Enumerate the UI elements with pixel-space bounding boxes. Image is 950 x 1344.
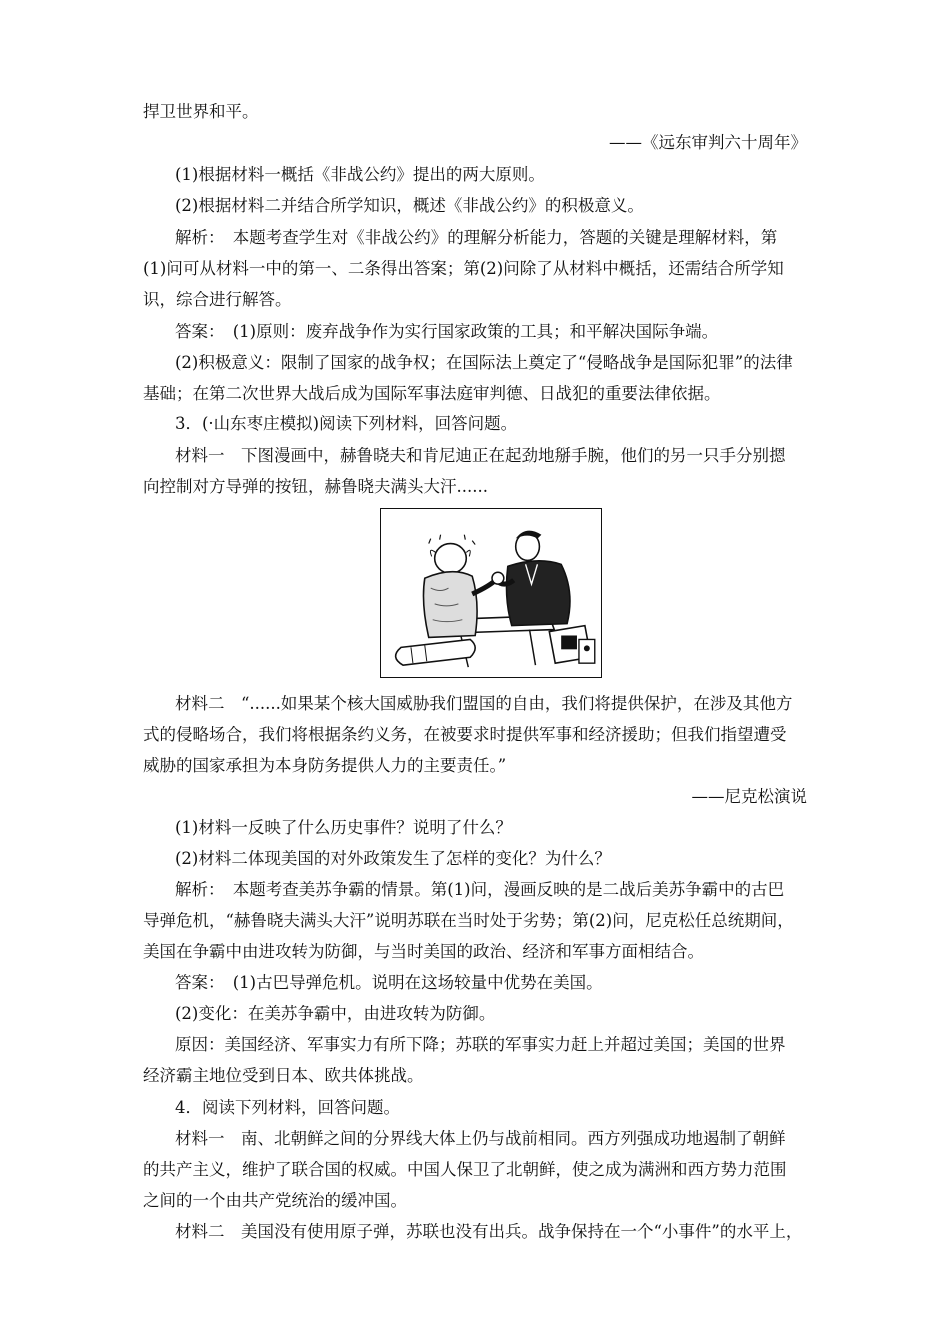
text-line: 美国在争霸中由进攻转为防御，与当时美国的政治、经济和军事方面相结合。 — [143, 942, 704, 961]
text-line: 式的侵略场合，我们将根据条约义务，在被要求时提供军事和经济援助；但我们指望遭受 — [143, 725, 787, 744]
answer: 答案： (1)古巴导弹危机。说明在这场较量中优势在美国。 — [175, 973, 603, 992]
source-attribution: ——尼克松演说 — [691, 787, 807, 806]
material-one: 材料一 南、北朝鲜之间的分界线大体上仍与战前相同。西方列强成功地遏制了朝鲜 — [175, 1129, 786, 1148]
cartoon-figure — [380, 508, 602, 678]
text-line: 基础；在第二次世界大战后成为国际军事法庭审判德、日战犯的重要法律依据。 — [143, 384, 721, 403]
text-line: 原因：美国经济、军事实力有所下降；苏联的军事实力赶上并超过美国；美国的世界 — [175, 1035, 786, 1054]
material-one: 材料一 下图漫画中，赫鲁晓夫和肯尼迪正在起劲地掰手腕，他们的另一只手分别摁 — [175, 446, 786, 465]
arm-wrestling-cartoon-image — [381, 509, 601, 677]
text-line: 识，综合进行解答。 — [143, 290, 292, 309]
text-line: (2)变化：在美苏争霸中，由进攻转为防御。 — [175, 1004, 496, 1023]
text-line: (1)问可从材料一中的第一、二条得出答案；第(2)问除了从材料中概括，还需结合所学知 — [143, 259, 784, 278]
analysis: 解析： 本题考查美苏争霸的情景。第(1)问，漫画反映的是二战后美苏争霸中的古巴 — [175, 880, 785, 899]
question: (1)材料一反映了什么历史事件？说明了什么？ — [175, 818, 512, 837]
text-line: 经济霸主地位受到日本、欧共体挑战。 — [143, 1066, 424, 1085]
question-heading: 3．(·山东枣庄模拟)阅读下列材料，回答问题。 — [175, 414, 518, 433]
source-attribution: ——《远东审判六十周年》 — [609, 133, 807, 152]
text-line: 捍卫世界和平。 — [143, 102, 259, 121]
question-heading: 4．阅读下列材料，回答问题。 — [175, 1098, 400, 1117]
text-line: 威胁的国家承担为本身防务提供人力的主要责任。” — [143, 756, 507, 775]
analysis: 解析： 本题考查学生对《非战公约》的理解分析能力，答题的关键是理解材料，第 — [175, 228, 778, 247]
text-line: 的共产主义，维护了联合国的权威。中国人保卫了北朝鲜，使之成为满洲和西方势力范围 — [143, 1160, 787, 1179]
text-line: 向控制对方导弹的按钮，赫鲁晓夫满头大汗...... — [143, 477, 488, 496]
answer: 答案： (1)原则：废弃战争作为实行国家政策的工具；和平解决国际争端。 — [175, 322, 719, 341]
material-two: 材料二 美国没有使用原子弹，苏联也没有出兵。战争保持在一个“小事件”的水平上， — [175, 1222, 803, 1241]
material-two: 材料二 “......如果某个核大国威胁我们盟国的自由，我们将提供保护，在涉及其他方 — [175, 694, 793, 713]
question: (1)根据材料一概括《非战公约》提出的两大原则。 — [175, 165, 545, 184]
question: (2)根据材料二并结合所学知识，概述《非战公约》的积极意义。 — [175, 196, 644, 215]
text-line: (2)积极意义：限制了国家的战争权；在国际法上奠定了“侵略战争是国际犯罪”的法律 — [175, 353, 793, 372]
question: (2)材料二体现美国的对外政策发生了怎样的变化？为什么？ — [175, 849, 611, 868]
text-line: 导弹危机，“赫鲁晓夫满头大汗”说明苏联在当时处于劣势；第(2)问，尼克松任总统期间， — [143, 911, 794, 930]
text-line: 之间的一个由共产党统治的缓冲国。 — [143, 1191, 407, 1210]
